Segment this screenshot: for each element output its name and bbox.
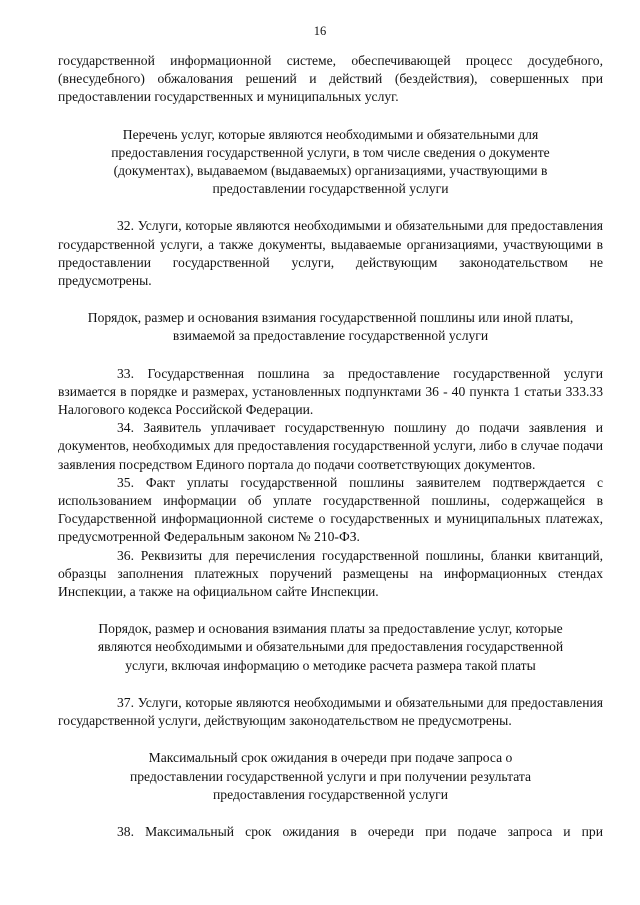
- paragraph-38: 38. Максимальный срок ожидания в очереди при подаче запроса и при: [117, 823, 603, 839]
- section-heading-queue-wait: Максимальный срок ожидания в очереди при подаче запроса о предоставлении государственной услуги и при получении результата предоставления государственной услуги: [129, 750, 532, 802]
- paragraph-33: 33. Государственная пошлина за предоставление государственной услуги взимается в порядке и размерах, установленных подпунктами 36 - 40 пункта 1 статьи 333.33 Налогового кодекса Российской Федерации.: [58, 365, 603, 418]
- paragraph-continuation: государственной информационной системе, обеспечивающей процесс досудебного, (внесудебного) обжалования решений и действий (бездействия), совершенных при предоставлении государственных и муниципальных услуг.: [58, 53, 603, 105]
- paragraph-37: 37. Услуги, которые являются необходимыми и обязательными для предоставления государственной услуги, действующим законодательством не предусмотрены.: [58, 694, 603, 729]
- section-heading-fee-for-services: Порядок, размер и основания взимания платы за предоставление услуг, которые являются необходимыми и обязательными для предоставления государственной услуги, включая информацию о методике расчета размера такой платы: [97, 621, 564, 673]
- section-heading-state-fee: Порядок, размер и основания взимания государственной пошлины или иной платы, взимаемой за предоставление государственной услуги: [87, 310, 574, 344]
- paragraph-36: 36. Реквизиты для перечисления государственной пошлины, бланки квитанций, образцы заполнения платежных поручений размещены на информационных стендах Инспекции, а также на официальном сайте Инспекции.: [58, 547, 603, 600]
- paragraph-32: 32. Услуги, которые являются необходимыми и обязательными для предоставления государственной услуги, а также документы, выдаваемые организациями, участвующими в предоставлении государственной услуги, действующим законодательством не предусмотрены.: [58, 218, 603, 289]
- paragraph-35: 35. Факт уплаты государственной пошлины заявителем подтверждается с использованием информации об уплате государственной пошлины, содержащейся в Государственной информационной системе о государственных и муниципальных платежах, предусмотренной Федеральным законом № 210-ФЗ.: [58, 474, 603, 545]
- section-heading-required-services: Перечень услуг, которые являются необходимыми и обязательными для предоставления государственной услуги, в том числе сведения о документе (документах), выдаваемом (выдаваемых) организациями, участвующими в предоставлении государственной услуги: [111, 126, 550, 197]
- paragraph-34: 34. Заявитель уплачивает государственную пошлину до подачи заявления и документов, необходимых для предоставления государственной услуги, либо в случае подачи заявления посредством Единого портала до подачи соответствующих документов.: [58, 420, 603, 472]
- document-body: [58, 52, 603, 841]
- page-number: 16: [313, 24, 327, 38]
